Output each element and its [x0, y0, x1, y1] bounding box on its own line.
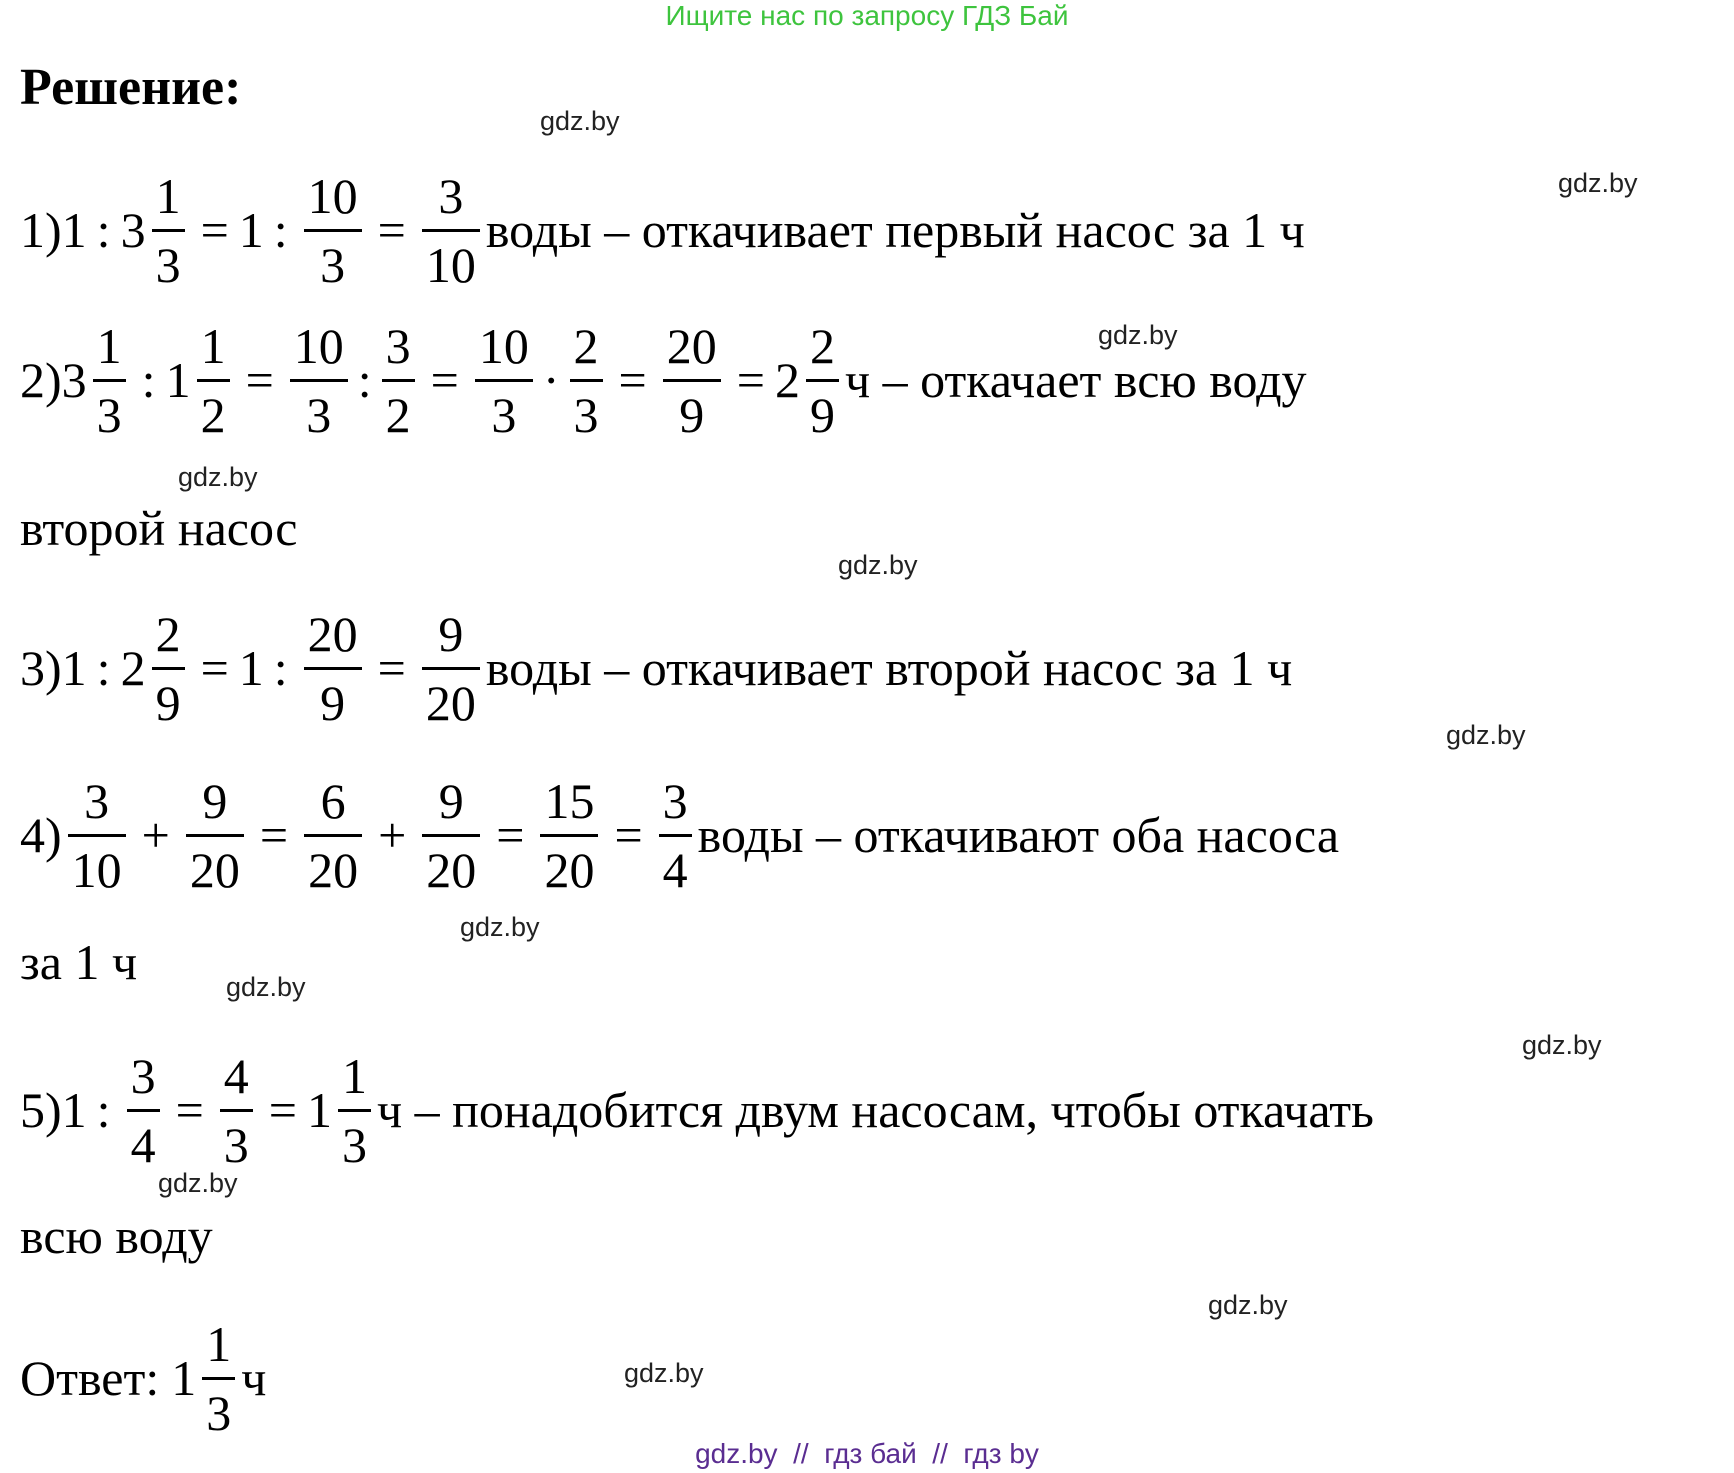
fraction — [152, 605, 185, 731]
denominator: 3 — [93, 379, 126, 440]
division-sign: : — [141, 352, 156, 408]
step-3-label: 3) — [20, 640, 62, 696]
denominator: 20 — [304, 834, 362, 895]
equals-sign: = — [200, 202, 229, 258]
denominator: 10 — [422, 229, 480, 290]
fraction — [220, 1047, 253, 1173]
fraction — [304, 605, 362, 731]
numerator: 9 — [438, 605, 464, 662]
step-3-text: воды – откачивает второй насос за 1 ч — [485, 640, 1293, 696]
fraction — [290, 317, 348, 443]
denominator: 4 — [659, 834, 692, 895]
result-fraction — [806, 317, 839, 443]
answer-fraction — [202, 1315, 235, 1441]
numerator: 9 — [438, 772, 464, 829]
denominator: 4 — [127, 1109, 160, 1170]
denominator: 3 — [202, 1377, 235, 1438]
fraction — [152, 167, 185, 293]
plus-sign: + — [378, 807, 407, 863]
step-2-continuation: второй насос — [20, 500, 298, 556]
numerator: 1 — [155, 167, 181, 224]
step-1-label: 1) — [20, 202, 62, 258]
numerator: 10 — [307, 167, 358, 224]
numerator: 10 — [293, 317, 344, 374]
step-5-continuation: всю воду — [20, 1208, 213, 1264]
equals-sign: = — [618, 352, 647, 408]
equals-sign: = — [200, 640, 229, 696]
step-4-label: 4) — [20, 807, 62, 863]
denominator: 9 — [152, 667, 185, 728]
watermark: gdz.by — [838, 550, 918, 580]
step-4-text: воды – откачивают оба насоса — [697, 807, 1340, 863]
plus-sign: + — [141, 807, 170, 863]
dividend: 1 — [61, 202, 87, 258]
equals-sign: = — [175, 1082, 204, 1138]
step-3 — [20, 588, 1292, 748]
step-5-text: ч – понадобится двум насосам, чтобы откачать — [376, 1082, 1374, 1138]
multiplication-dot: · — [542, 352, 560, 408]
watermark: gdz.by — [1208, 1290, 1288, 1320]
solution-heading: Решение: — [20, 59, 242, 116]
answer — [20, 1298, 266, 1458]
watermark: gdz.by — [178, 462, 258, 492]
fraction — [663, 317, 721, 443]
watermark: gdz.by — [226, 972, 306, 1002]
fraction — [540, 772, 598, 898]
top-banner[interactable]: Ищите нас по запросу ГДЗ Бай — [665, 0, 1069, 31]
numerator: 3 — [662, 772, 688, 829]
equals-sign: = — [736, 352, 765, 408]
step-2 — [20, 300, 1307, 460]
denominator: 9 — [663, 379, 721, 440]
whole-part: 3 — [61, 352, 87, 408]
numerator: 4 — [223, 1047, 249, 1104]
equals-sign: = — [614, 807, 643, 863]
footer-links[interactable]: gdz.by // гдз бай // гдз by — [695, 1438, 1039, 1469]
dividend: 1 — [61, 640, 87, 696]
numerator: 10 — [478, 317, 529, 374]
watermark: gdz.by — [624, 1358, 704, 1388]
numerator: 1 — [341, 1047, 367, 1104]
step-4-continuation: за 1 ч — [20, 934, 138, 990]
numerator: 3 — [84, 772, 110, 829]
equals-sign: = — [268, 1082, 297, 1138]
equals-sign: = — [245, 352, 274, 408]
division-sign: : — [273, 202, 288, 258]
whole-part: 3 — [120, 202, 146, 258]
fraction — [304, 167, 362, 293]
watermark: gdz.by — [1558, 168, 1638, 198]
denominator: 3 — [475, 379, 533, 440]
fraction — [382, 317, 415, 443]
numerator: 20 — [666, 317, 717, 374]
denominator: 20 — [186, 834, 244, 895]
step-1-text: воды – откачивает первый насос за 1 ч — [485, 202, 1305, 258]
equals-sign: = — [259, 807, 289, 863]
dividend: 1 — [61, 1082, 87, 1138]
numerator: 3 — [385, 317, 411, 374]
result-fraction — [422, 167, 480, 293]
whole-part: 2 — [120, 640, 146, 696]
step-1 — [20, 150, 1305, 310]
step-2-label: 2) — [20, 352, 62, 408]
denominator: 3 — [152, 229, 185, 290]
denominator: 3 — [220, 1109, 253, 1170]
denominator: 10 — [68, 834, 126, 895]
whole-part: 1 — [306, 1082, 332, 1138]
watermark: gdz.by — [1522, 1030, 1602, 1060]
watermark: gdz.by — [460, 912, 540, 942]
fraction — [186, 772, 244, 898]
numerator: 20 — [307, 605, 358, 662]
denominator: 3 — [570, 379, 603, 440]
fraction — [475, 317, 533, 443]
numerator: 6 — [320, 772, 346, 829]
denominator: 3 — [338, 1109, 371, 1170]
fraction — [93, 317, 126, 443]
numerator: 2 — [573, 317, 599, 374]
division-sign: : — [273, 640, 288, 696]
division-sign: : — [96, 640, 111, 696]
watermark: gdz.by — [1098, 320, 1178, 350]
watermark: gdz.by — [1446, 720, 1526, 750]
whole-part: 2 — [774, 352, 800, 408]
step-4 — [20, 755, 1339, 915]
numerator: 1 — [206, 1315, 232, 1372]
denominator: 20 — [540, 834, 598, 895]
numerator: 3 — [438, 167, 464, 224]
step-5-label: 5) — [20, 1082, 62, 1138]
numerator: 15 — [544, 772, 595, 829]
answer-unit: ч — [241, 1350, 267, 1406]
equals-sign: = — [430, 352, 459, 408]
division-sign: : — [96, 1082, 111, 1138]
numerator: 9 — [202, 772, 228, 829]
dividend: 1 — [238, 202, 264, 258]
whole-part: 1 — [165, 352, 191, 408]
fraction — [197, 317, 230, 443]
equals-sign: = — [496, 807, 525, 863]
denominator: 3 — [290, 379, 348, 440]
step-2-text: ч – откачает всю воду — [844, 352, 1307, 408]
equals-sign: = — [377, 640, 406, 696]
dividend: 1 — [238, 640, 264, 696]
numerator: 1 — [200, 317, 226, 374]
watermark: gdz.by — [158, 1168, 238, 1198]
denominator: 9 — [806, 379, 839, 440]
whole-part: 1 — [171, 1350, 197, 1406]
division-sign: : — [357, 352, 372, 408]
fraction — [68, 772, 126, 898]
numerator: 2 — [155, 605, 181, 662]
denominator: 20 — [422, 834, 480, 895]
denominator: 20 — [422, 667, 480, 728]
numerator: 3 — [130, 1047, 156, 1104]
fraction — [304, 772, 362, 898]
step-5 — [20, 1030, 1374, 1190]
equals-sign: = — [377, 202, 406, 258]
division-sign: : — [96, 202, 111, 258]
fraction — [127, 1047, 160, 1173]
denominator: 3 — [304, 229, 362, 290]
denominator: 9 — [304, 667, 362, 728]
numerator: 1 — [96, 317, 122, 374]
numerator: 2 — [809, 317, 835, 374]
denominator: 2 — [382, 379, 415, 440]
result-fraction — [338, 1047, 371, 1173]
fraction — [570, 317, 603, 443]
fraction — [422, 772, 480, 898]
result-fraction — [659, 772, 692, 898]
watermark: gdz.by — [540, 106, 620, 136]
answer-label: Ответ: — [20, 1350, 160, 1406]
denominator: 2 — [197, 379, 230, 440]
result-fraction — [422, 605, 480, 731]
